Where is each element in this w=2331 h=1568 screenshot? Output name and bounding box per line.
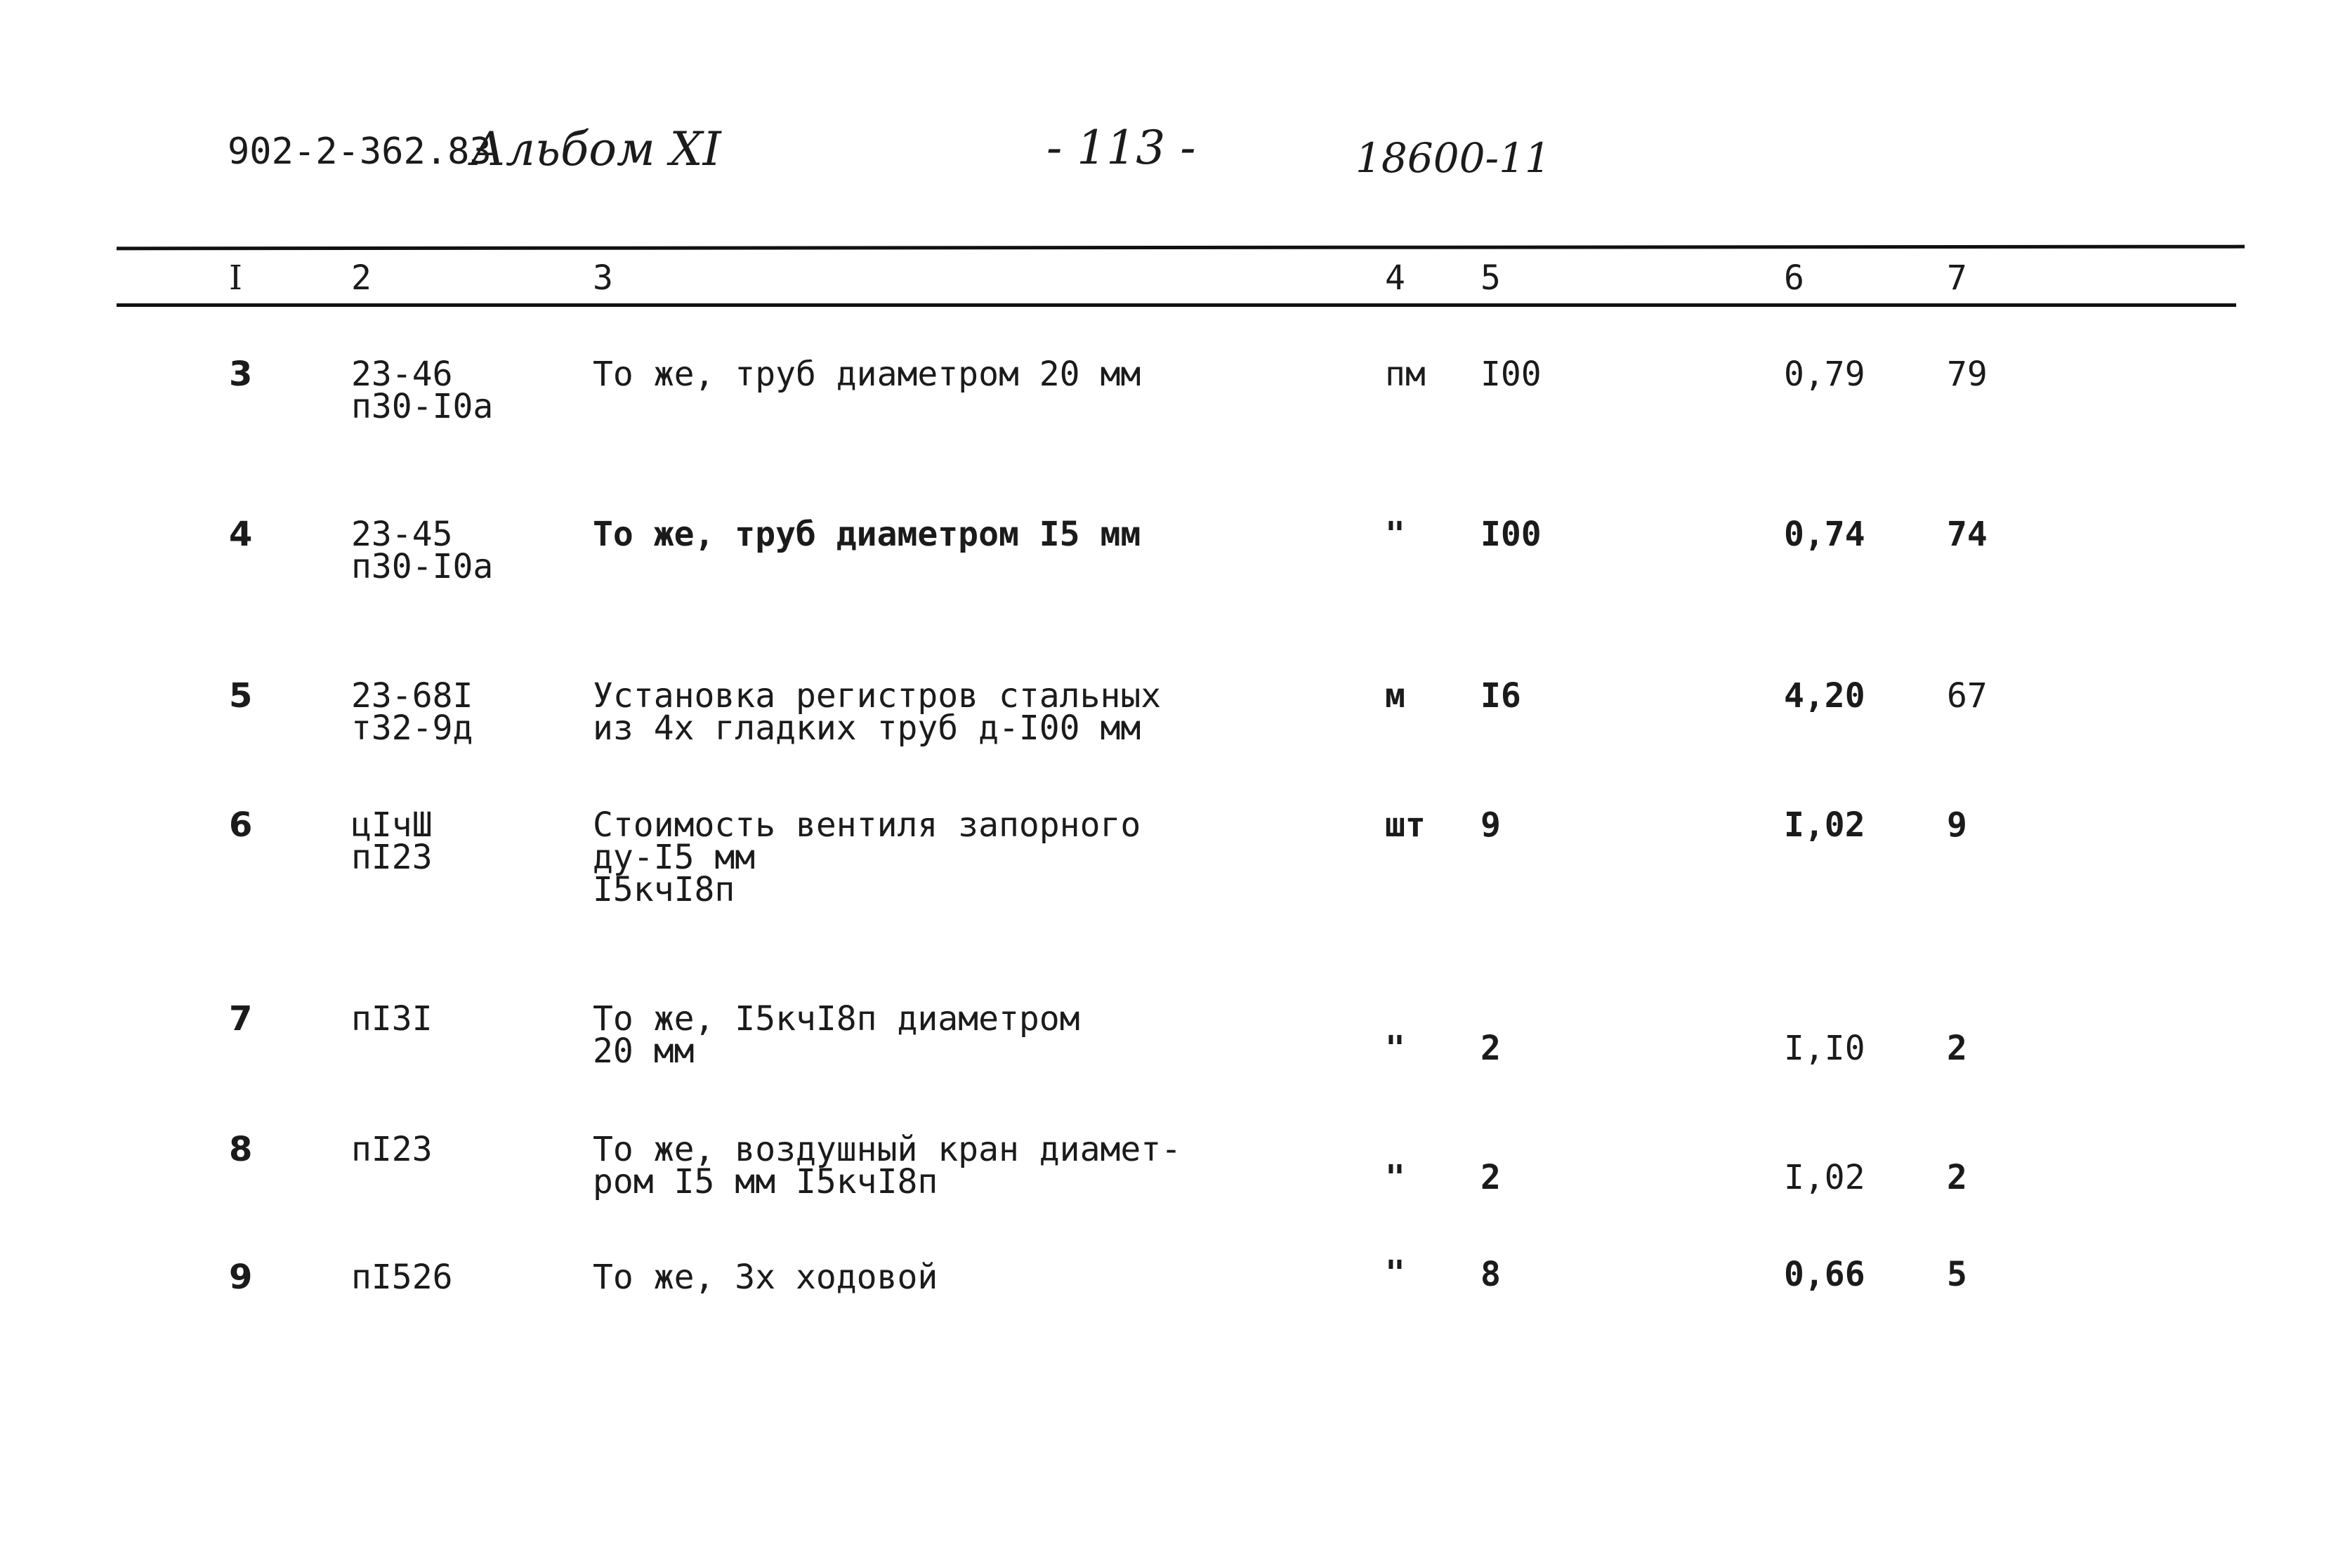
total: 74 (1947, 515, 1988, 554)
unit-price: 4,20 (1784, 676, 1865, 716)
column-header-3: 3 (593, 258, 613, 298)
column-header-1: I (229, 258, 242, 298)
total: 2 (1947, 1158, 1967, 1197)
quantity: 8 (1480, 1255, 1501, 1294)
quantity: I00 (1480, 355, 1542, 394)
rate-code: 23-45 п30-I0а (351, 515, 494, 586)
unit-price: 0,66 (1784, 1255, 1865, 1294)
column-header-2: 2 (351, 258, 372, 298)
rate-code: пI3I (351, 999, 433, 1039)
rate-code: 23-68I т32-9д (351, 676, 473, 748)
unit: " (1385, 515, 1405, 554)
row-number: 4 (229, 515, 253, 554)
rate-code: пI23 (351, 1130, 433, 1169)
rate-code: пI526 (351, 1258, 453, 1297)
column-header-6: 6 (1784, 258, 1804, 298)
row-number: 6 (229, 805, 253, 845)
item-name: Стоимость вентиля запорного ду-I5 мм I5кчI8п (593, 805, 1141, 909)
unit-price: 0,79 (1784, 355, 1865, 394)
row-number: 7 (229, 999, 253, 1039)
document-code: 902-2-362.83 (228, 131, 492, 173)
unit-price: 0,74 (1784, 515, 1865, 554)
sheet-code: 18600-11 (1355, 134, 1551, 182)
unit-price: I,02 (1784, 805, 1865, 845)
total: 5 (1947, 1255, 1967, 1294)
row-number: 3 (229, 355, 253, 394)
total: 79 (1947, 355, 1988, 394)
quantity: I6 (1480, 676, 1521, 716)
unit: м (1385, 676, 1405, 716)
quantity: 2 (1480, 1029, 1501, 1068)
table-header-rule (117, 303, 2236, 307)
row-number: 9 (229, 1258, 253, 1297)
total: 67 (1947, 676, 1988, 716)
row-number: 5 (229, 676, 253, 716)
total: 9 (1947, 805, 1967, 845)
rate-code: 23-46 п30-I0а (351, 355, 494, 426)
unit: " (1385, 1029, 1405, 1068)
unit: " (1385, 1158, 1405, 1197)
unit-price: I,I0 (1784, 1029, 1865, 1068)
item-name: То же, воздушный кран диамет- ром I5 мм I5кчI8п (593, 1130, 1182, 1201)
column-header-7: 7 (1947, 258, 1967, 298)
item-name: Установка регистров стальных из 4х гладких труб д-I00 мм (593, 676, 1162, 748)
quantity: 9 (1480, 805, 1501, 845)
unit: пм (1385, 355, 1426, 394)
rate-code: цIчШ пI23 (351, 805, 433, 877)
total: 2 (1947, 1029, 1967, 1068)
item-name: То же, 3х ходовой (593, 1258, 938, 1297)
row-number: 8 (229, 1130, 253, 1169)
unit: " (1385, 1253, 1405, 1293)
column-header-5: 5 (1480, 258, 1501, 298)
column-header-4: 4 (1385, 258, 1405, 298)
item-name: То же, труб диаметром 20 мм (593, 355, 1141, 394)
table-top-rule (117, 245, 2245, 251)
quantity: 2 (1480, 1158, 1501, 1197)
page-number: - 113 - (1046, 121, 1196, 175)
quantity: I00 (1480, 515, 1542, 554)
item-name: То же, труб диаметром I5 мм (593, 515, 1141, 554)
unit: шт (1385, 805, 1426, 845)
item-name: То же, I5кчI8п диаметром 20 мм (593, 999, 1080, 1071)
album-label: Альбом XI (471, 122, 721, 176)
unit-price: I,02 (1784, 1158, 1865, 1197)
